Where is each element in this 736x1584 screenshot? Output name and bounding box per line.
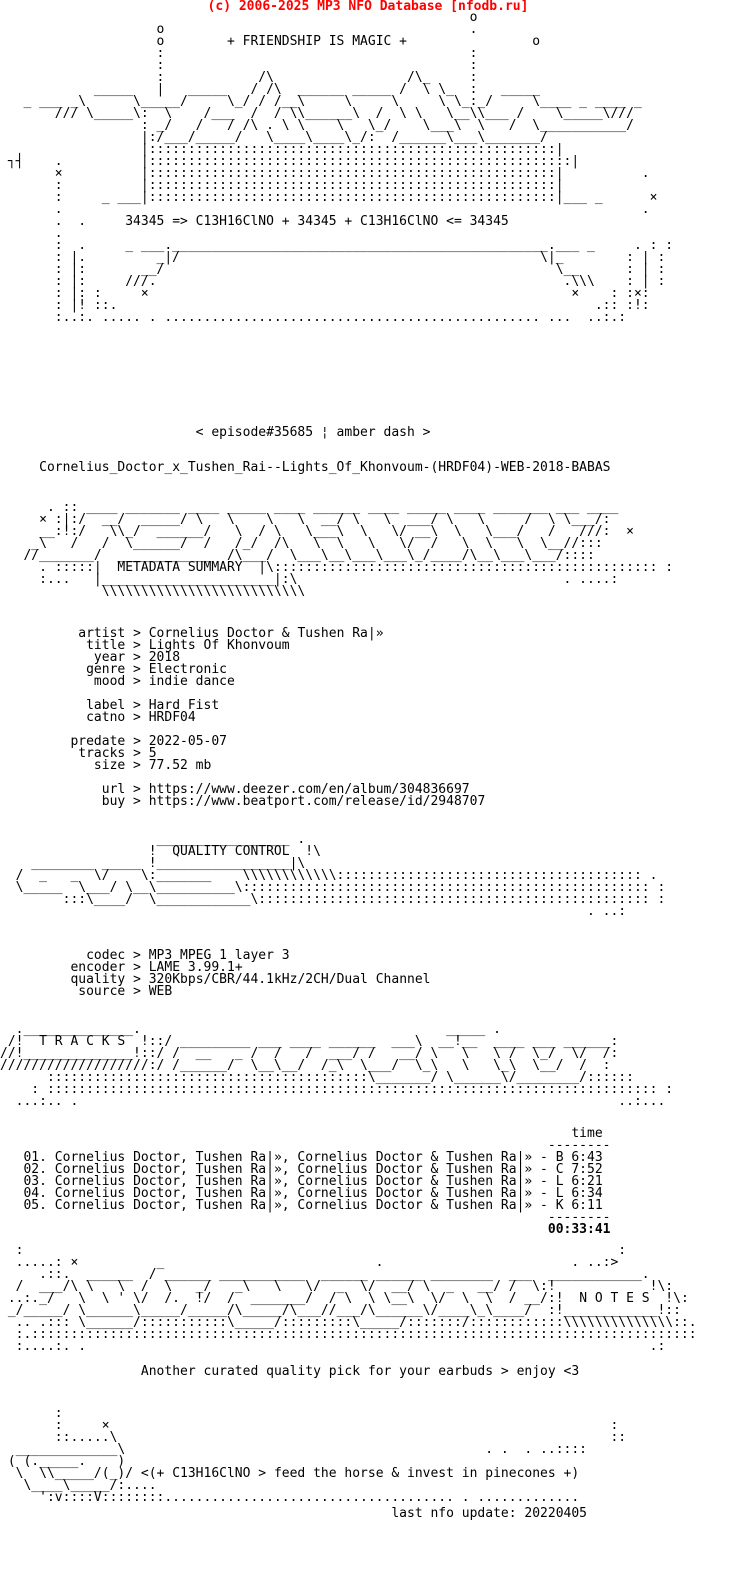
quality-value: 320Kbps/CBR/44.1kHz/2CH/Dual Channel <box>148 972 431 987</box>
tracks-header-art: .______________. _____ . /! T R A C K S !::/ _________ ___ ____ ______ ___\ __!__ ____ ___ ______: //!______________!::/ / __ _ / / / ___/ / __/ \ \ \ / \_/ \/ /: ///////////////////:/ /______/ \__\__/ /_\ \___/ \_\ \ \_\ \__/ / : :::::::::::::::::::::::::::::::::::::::::\_______/ \______\/________/:::::: : :::::::::::::::::::::::::::::::::::::::::::::::::::::::::::::::::::::::::::::: : ...:.. . ..:... <box>0 1022 674 1109</box>
buy-value: https://www.beatport.com/release/id/2948707 <box>148 794 486 809</box>
metadata-tracks-label: tracks <box>78 746 126 761</box>
tracklist-rows-4-time: 6:11 <box>571 1198 603 1213</box>
artist-value: Cornelius Doctor & Tushen Ra|» <box>148 626 384 641</box>
notes-header-art: : : .....: × _ . . ..:> .::. ______ / ______ ___________ ______ ______ ________ ___ ____________. / ___/\ \ \ / \ _/ _\ \ \/ _ \/ __/ \ _ __/ / \:! !\: ..:._/ \ \ ' \/ /. !/ / _______/ / \ \ \__\ \/ \ \ / __/:! N O T E S !\: _/_____/ \______\_____/_____/\_____/\___//___/\______\/____\_\____/ :!____________!:: .. .::: \______/:::::::::::\_____/:::::::::\_____/:::::::/::::::::::::\\\\\\\\\\\\\\::. :.::::::::::::::::::::::::::::::::::::::::::::::::::::::::::::::::::::::::::::::::::::: :....:. . .: <box>7 1243 697 1354</box>
metadata-catno-label: catno <box>86 710 126 725</box>
tracks-title: T R A C K S <box>39 1034 126 1049</box>
url-value: https://www.deezer.com/en/album/304836697 <box>148 782 470 797</box>
tracklist-rows-1-time: 7:52 <box>571 1162 603 1177</box>
size-value: 77.52 mb <box>148 758 212 773</box>
banner-art: o o . o + FRIENDSHIP IS MAGIC + o : : : : : /\ /\_ : _____ | _____ / /\ ______ _____ / \ \_ : _____ _ ___ _\ \_____/ \_/ / /__\ \ \ \ \_:_/ \____ _ ____ _ /// \_____\: \ /___ / / \\______\ / \ \ \__\\___ / \_____\/// : _/ / / /\ . \ \ \ \_/ \___\ \ / \___________/ |:/___/_____/ \____\____\_/: /______\___\_______/ |::::::::::::::::::::::::::::::::::::::::::::::::::::| ┐┤ . |::::::::::::::::::::::::::::::::::::::::::::::::::::::| × |::::::::::::::::::::::::::::::::::::::::::::::::::::| . : |::::::::::::::::::::::::::::::::::::::::::::::::::::| : _ ___|::::::::::::::::::::::::::::::::::::::::::::::::::::|___ _ × . . . . 34345 => C13H16ClNO + 34345 + C13H16ClNO <= 34345 . : . _ ___.________________________________________________.___ _ . : : : |. _|/ \|_ : | : : |: __/ \__ : | : : |: ///. .\\\ : | : : |: : × × : :×: : |! ::. .:: :!: :..:. ..... . ................................................ ... ..:.: <box>7 10 674 325</box>
track-row: 05. <box>23 1198 47 1213</box>
quality-quality-label: quality <box>70 972 126 987</box>
metadata-buy-label: buy <box>101 794 126 809</box>
tracklist-rows-3-time: 6:34 <box>571 1186 603 1201</box>
tracklist-rows-2-time: 6:21 <box>571 1174 603 1189</box>
footer-update-line <box>0 1508 587 1520</box>
banner-formula: 34345 => C13H16ClNO + 34345 + C13H16ClNO <= 34345 <box>125 214 509 229</box>
quality-encoder-label: encoder <box>70 960 126 975</box>
notes-text: Another curated quality pick for your earbuds > enjoy <3 <box>140 1364 580 1379</box>
copyright-text: (c) 2006-2025 MP3 NFO Database [nfodb.ru] <box>207 0 529 14</box>
notes-title: N O T E S <box>579 1291 650 1306</box>
quality-codec-label: codec <box>86 948 126 963</box>
genre-value: Electronic <box>148 662 227 677</box>
codec-value: MP3 MPEG 1 layer 3 <box>148 948 290 963</box>
year-value: 2018 <box>148 650 181 665</box>
metadata-title-label: title <box>86 638 126 653</box>
source-value: WEB <box>148 984 173 999</box>
encoder-value: LAME 3.99.1+ <box>148 960 243 975</box>
predate-value: 2022-05-07 <box>148 734 228 749</box>
metadata-size-label: size <box>93 758 126 773</box>
quality-title: QUALITY CONTROL <box>172 844 290 859</box>
footer-slogan: <(+ C13H16ClNO > feed the horse & invest in pinecones +) <box>140 1466 580 1481</box>
tracklist-rows-3-text: Cornelius Doctor, Tushen Ra|», Cornelius Doctor & Tushen Ra|» - L <box>54 1186 564 1201</box>
metadata-mood-label: mood <box>93 674 126 689</box>
total-time: 00:33:41 <box>547 1222 611 1237</box>
track-row: 04. <box>23 1186 47 1201</box>
metadata-title: METADATA SUMMARY <box>117 560 243 575</box>
quality-block: codec > MP3 MPEG 1 layer 3 encoder > LAME 3.99.1+ quality > 320Kbps/CBR/44.1kHz/2CH/Dual Channel source > WEB <box>70 948 431 999</box>
metadata-year-label: year <box>93 650 126 665</box>
tracklist-rows-1-text: Cornelius Doctor, Tushen Ra|», Cornelius Doctor & Tushen Ra|» - C <box>54 1162 564 1177</box>
metadata-url-label: url <box>101 782 126 797</box>
episode-text: < episode#35685 ¦ amber dash > <box>195 425 431 440</box>
footer-art: : : × : ::.....\ :: _____________\ . . . ..:::: ( (._____. ) \ \\_____/(_)/ <(+ C13H16ClNO > feed the horse & invest in pinecones +) \____\_____/:.... ':v::::V::::::::..................................... . ............. <box>7 1406 627 1505</box>
title-value: Lights Of Khonvoum <box>148 638 290 653</box>
tracks-value: 5 <box>148 746 157 761</box>
metadata-artist-label: artist <box>78 626 126 641</box>
quality-header-art: _________________ . ! QUALITY CONTROL !\ ________ _____ !_________________|\ / _ _ \/ \:_______ \\\\\\\\\\\\::::::::::::::::::::::::::::::::::::::: . \_____ \___/ \__\__________\:::::::::::::::::::::::::::::::::::::::::::::::::::: : :::\____/ \____________\:::::::::::::::::::::::::::::::::::::::::::::::::: : . ..: <box>15 832 666 919</box>
notes-line <box>0 1366 579 1378</box>
last-update: last nfo update: 20220405 <box>391 1506 588 1521</box>
track-row: 01. <box>23 1150 47 1165</box>
catno-value: HRDF04 <box>148 710 196 725</box>
metadata-predate-label: predate <box>70 734 126 749</box>
episode-line <box>0 427 430 439</box>
label-value: Hard Fist <box>148 698 220 713</box>
tracklist-rows-4-text: Cornelius Doctor, Tushen Ra|», Cornelius Doctor & Tushen Ra|» - K <box>54 1198 564 1213</box>
quality-source-label: source <box>78 984 126 999</box>
time-header: time <box>571 1126 603 1141</box>
metadata-genre-label: genre <box>86 662 126 677</box>
mood-value: indie dance <box>148 674 235 689</box>
metadata-block: artist > Cornelius Doctor & Tushen Ra|» title > Lights Of Khonvoum year > 2018 genre > Electronic mood > indie dance label > Hard Fist catno > HRDF04 predate > 2022-05-07 tracks > 5 size > 77.52 mb url > https://www.deezer.com/en/album/304836697 buy > https://www.beatport.com/release/id/2948707 <box>70 626 486 809</box>
banner-tagline: + FRIENDSHIP IS MAGIC + <box>226 34 407 49</box>
tracklist: time -------- 01. Cornelius Doctor, Tushen Ra|», Cornelius Doctor & Tushen Ra|» - B 6:43 02. Cornelius Doctor, Tushen Ra|», Cornelius Doctor & Tushen Ra|» - C 7:52 03. Cornelius Doctor, Tushen Ra|», Cornelius Doctor & Tushen Ra|» - L 6:21 04. Cornelius Doctor, Tushen Ra|», Cornelius Doctor & Tushen Ra|» - L 6:34 05. Cornelius Doctor, Tushen Ra|», Cornelius Doctor & Tushen Ra|» - K 6:11 -------- 00:33:41 <box>23 1126 611 1237</box>
tracklist-rows-2-text: Cornelius Doctor, Tushen Ra|», Cornelius Doctor & Tushen Ra|» - L <box>54 1174 564 1189</box>
tracklist-rows-0-text: Cornelius Doctor, Tushen Ra|», Cornelius Doctor & Tushen Ra|» - B <box>54 1150 564 1165</box>
tracklist-rows-0-time: 6:43 <box>571 1150 603 1165</box>
release-line <box>0 462 611 474</box>
track-row: 02. <box>23 1162 47 1177</box>
metadata-label-label: label <box>86 698 126 713</box>
release-name: Cornelius_Doctor_x_Tushen_Rai--Lights_Of_Khonvoum-(HRDF04)-WEB-2018-BABAS <box>39 460 611 475</box>
metadata-header-art: . :: ____ _______ ____ _____ ____ ______ ____ _____ ____ _______ ___ ____ × :|:/ __/ _____/ \ \ \ \ __/ \ \ ___/ \ \ / \ \___/: __:!:/ \\_/ ______/ \ / \ \___\ \ \/ __\ \ \___/ / ///: × _\ / / \______/ / /_/ /\ \ \ \ \/ / \ \ \ \__//::: //_______/ ____________ /\___/ \___\__\___\___\_/____/\__\___\___/:::: . :::::| METADATA SUMMARY |\::::::::::::::::::::::::::::::::::::::::::::::::: : :... |______________________|:\ . ....: \\\\\\\\\\\\\\\\\\\\\\\\\\ <box>23 500 674 599</box>
track-row: 03. <box>23 1174 47 1189</box>
